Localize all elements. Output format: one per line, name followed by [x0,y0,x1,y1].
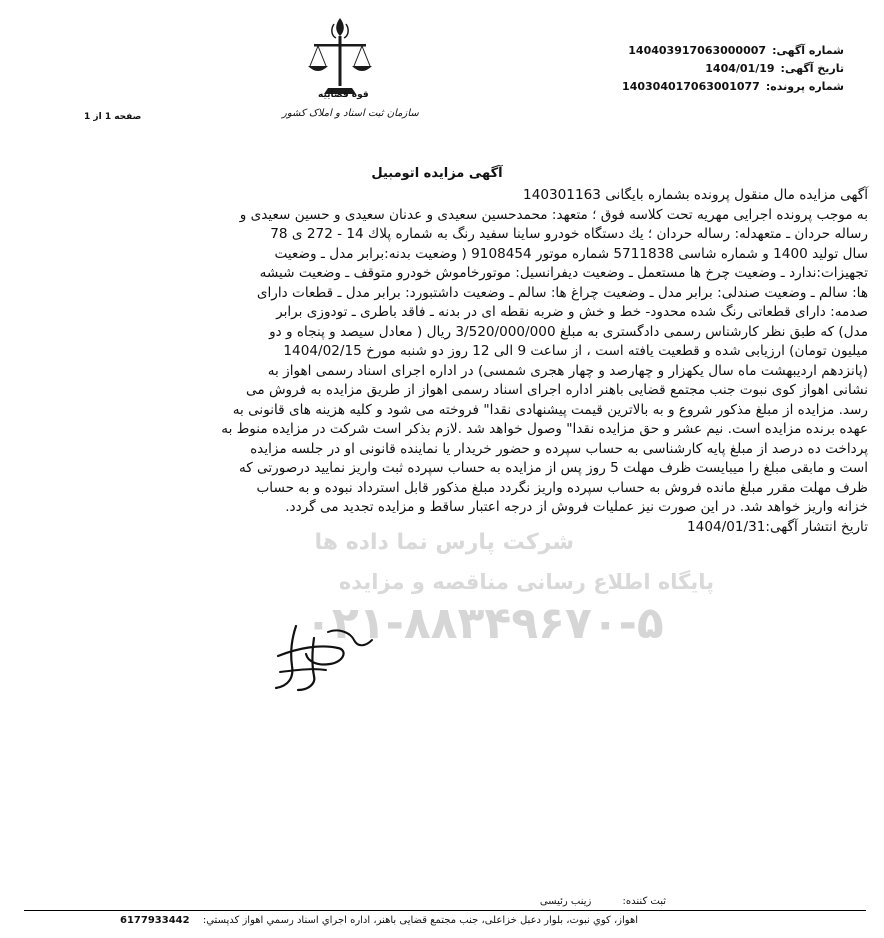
file-number-row [622,78,844,96]
registrar-label: ثبت کننده: [622,896,666,907]
body-line: تجهیزات:ندارد ـ وضعیت چرخ ها مستعمل ـ وضعیت دیفرانسیل: موتورخاموش خودرو متوقف ـ وضعیت شیشه [259,265,868,281]
body-line: (پانزدهم اردیبهشت ماه سال یکهزار و چهارصد و چهار هجری شمسی) در اداره اجرای اسناد رسمی اهواز به [267,362,868,379]
ad-number-label: شماره آگهی: [772,44,844,57]
body-line: رساله حردان ـ متعهدله: رساله حردان ؛ یك دستگاه خودرو ساینا سفید رنگ به شماره پلاك 14 - 272 ی 78 [270,226,868,242]
judiciary-name: قوه قضاییه [318,90,369,100]
handwritten-signature-icon [268,618,378,698]
body-line: صدمه: دارای قطعاتی رنگ شده محدود- خط و خش و ضربه نقطه ای در بدنه ـ فاقد باطری ـ تودوزی برابر [276,304,868,320]
document-title: آگهی مزایده اتومبیل [371,166,503,181]
watermark-brand: شرکت پارس نما داده ها [314,530,574,555]
registrar-name: زینب رئیسی [539,896,592,907]
footer-registrar [540,895,666,908]
publish-date-label: تاریخ انتشار آگهی: [765,518,868,535]
watermark-phone: ۰۲۱-۸۸۳۴۹۶۷۰-۵ [305,598,664,649]
body-line: ظرف مهلت مقرر مبلغ مانده فروش به حساب سپرده واریز نگردد مبلغ مذکور قابل استرداد نبوده و به حساب [256,479,868,496]
watermark-portal: پایگاه اطلاع رسانی مناقصه و مزایده [338,570,714,594]
footer-address: اهواز، کوي نبوت، بلوار دعبل خزاعلی، جنب مجتمع قضایی باهنر، اداره اجراي اسناد رسمي اهواز کدپستي: [202,915,638,926]
body-line: سال تولید 1400 و شماره شاسی 5711838 شماره موتور 9108454 ( وضعیت بدنه:برابر مدل ـ وضعیت [274,245,868,262]
body-line: عهده برنده مزایده است. نیم عشر و حق مزایده نقدا" وصول خواهد شد .لازم بذکر است شرکت در مزایده منوط به [221,421,868,437]
ad-date-row [622,60,844,78]
publish-date-line [16,518,868,538]
body-line: به موجب پرونده اجرایی مهریه تحت کلاسه فوق ؛ متعهد: محمدحسین سعیدی و عدنان سعیدی و حسین سعیدی و [239,206,868,223]
page-number: صفحه 1 از 1 [84,112,142,122]
organization-name: سازمان ثبت اسناد و املاک کشور [282,108,419,119]
body-line: خزانه واریز خواهد شد. در این صورت نیز عملیات فروش از درجه اعتبار ساقط و مزایده تجدید می گردد. [285,499,868,515]
ad-number: 140403917063000007 [628,44,767,57]
footer-postal-code: 6177933442 [120,915,190,926]
document-body [16,186,868,537]
body-line: میلیون تومان) ارزیابی شده و قطعیت یافته است ، از ساعت 9 الی 12 روز دو شنبه مورخ 1404/02/15 [283,343,868,359]
body-line: است و مابقی مبلغ را میبایست ظرف مهلت 5 روز پس از مزایده به حساب سپرده ثبت واریز نمایید درصورتی که [238,460,868,476]
body-line: ها: سالم ـ وضعیت صندلی: برابر مدل ـ وضعیت چراغ ها: سالم ـ وضعیت داشتبورد: برابر مدل ـ قطعات دارای [256,284,868,301]
header-meta [622,42,844,96]
publish-date: 1404/01/31 [687,518,766,535]
body-line: رسد. مزایده از مبلغ مذکور شروع و به بالاترین قیمت پیشنهادی نقدا" فروخته می شود و کلیه هزینه های قانونی به [232,401,868,418]
body-line: مدل) که طبق نظر کارشناس رسمی دادگستری به مبلغ 3/520/000/000 ریال ( معادل سیصد و پنجاه و دو [269,323,868,340]
ad-number-row [622,42,844,60]
ad-date-label: تاریخ آگهی: [780,62,844,75]
file-number-label: شماره پرونده: [765,80,844,93]
body-line: آگهی مزایده مال منقول پرونده بشماره بایگانی 140301163 [523,187,868,203]
signature [268,618,378,698]
file-number: 140304017063001077 [622,80,760,93]
ad-date: 1404/01/19 [705,62,775,75]
footer-divider [24,910,866,911]
body-line: نشانی اهواز کوی نبوت جنب مجتمع قضایی باهنر اداره اجرای اسناد رسمی اهواز از طریق مزایده به فروش می [246,382,868,398]
body-line: پرداخت ده درصد از مبلغ پایه کارشناسی به حساب سپرده و حضور خریدار یا نماینده قانونی او در جلسه مزایده [250,440,868,457]
